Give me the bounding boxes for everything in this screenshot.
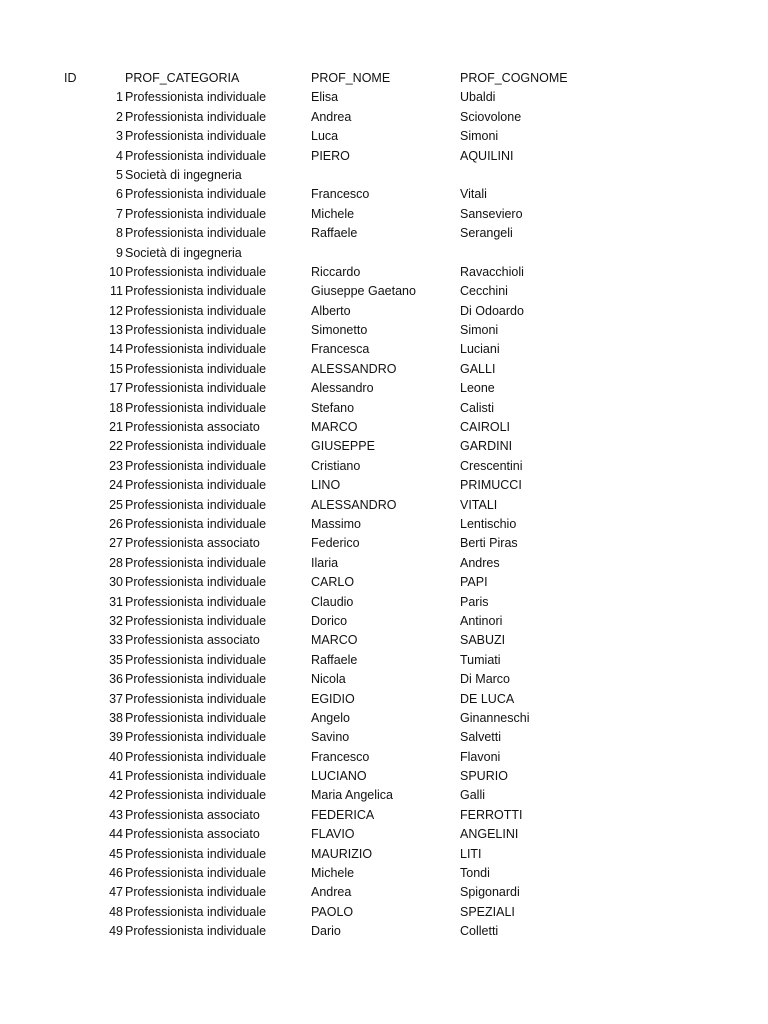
row-cognome: Berti Piras xyxy=(460,536,518,551)
row-categoria: Professionista individuale xyxy=(125,691,267,706)
row-cognome: FERROTTI xyxy=(460,807,523,822)
table-row xyxy=(0,379,768,398)
row-nome: Giuseppe Gaetano xyxy=(311,284,416,299)
row-cognome: Calisti xyxy=(460,400,495,415)
row-categoria: Professionista individuale xyxy=(125,90,267,105)
row-id: 31 xyxy=(109,594,123,609)
row-categoria: Professionista individuale xyxy=(125,361,267,376)
row-cognome: Crescentini xyxy=(460,458,523,473)
table-row xyxy=(0,864,768,883)
row-id: 26 xyxy=(109,516,123,531)
row-id: 17 xyxy=(109,381,123,396)
row-categoria: Professionista individuale xyxy=(125,769,267,784)
row-cognome: PRIMUCCI xyxy=(460,478,522,493)
header-id: ID xyxy=(64,71,77,85)
row-nome: Ilaria xyxy=(311,555,339,570)
row-cognome: Tondi xyxy=(460,866,490,881)
row-cognome: Ravacchioli xyxy=(460,264,524,279)
row-categoria: Professionista individuale xyxy=(125,904,267,919)
row-categoria: Società di ingegneria xyxy=(125,245,242,260)
row-cognome: Andres xyxy=(460,555,500,570)
row-id: 5 xyxy=(116,167,123,182)
table-row xyxy=(0,690,768,709)
table-row xyxy=(0,806,768,825)
row-id: 8 xyxy=(116,226,123,241)
row-cognome: SPURIO xyxy=(460,769,508,784)
row-cognome: Salvetti xyxy=(460,730,501,745)
row-nome: Alessandro xyxy=(311,381,374,396)
table-row xyxy=(0,593,768,612)
row-nome: PIERO xyxy=(311,148,350,163)
table-row xyxy=(0,88,768,107)
table-row xyxy=(0,883,768,902)
table-row xyxy=(0,709,768,728)
row-id: 46 xyxy=(109,866,123,881)
table-row xyxy=(0,631,768,650)
table-row xyxy=(0,554,768,573)
row-nome: ALESSANDRO xyxy=(311,497,397,512)
row-id: 33 xyxy=(109,633,123,648)
table-row xyxy=(0,515,768,534)
row-categoria: Professionista individuale xyxy=(125,652,267,667)
table-row xyxy=(0,418,768,437)
row-nome: Simonetto xyxy=(311,323,368,338)
row-id: 28 xyxy=(109,555,123,570)
row-nome: ALESSANDRO xyxy=(311,361,397,376)
row-categoria: Professionista individuale xyxy=(125,148,267,163)
row-cognome: Di Marco xyxy=(460,672,511,687)
row-id: 44 xyxy=(109,827,123,842)
row-cognome: Lentischio xyxy=(460,516,517,531)
professionals-table xyxy=(0,69,768,942)
row-nome: CARLO xyxy=(311,575,355,590)
table-body xyxy=(0,88,768,941)
row-id: 48 xyxy=(109,904,123,919)
header-cognome: PROF_COGNOME xyxy=(460,71,568,85)
row-cognome: Antinori xyxy=(460,613,503,628)
row-id: 42 xyxy=(109,788,123,803)
row-id: 14 xyxy=(109,342,123,357)
row-categoria: Professionista individuale xyxy=(125,710,267,725)
row-nome: Francesca xyxy=(311,342,370,357)
row-cognome: Vitali xyxy=(460,187,487,202)
row-id: 32 xyxy=(109,613,123,628)
table-row xyxy=(0,728,768,747)
table-row xyxy=(0,127,768,146)
row-nome: GIUSEPPE xyxy=(311,439,375,454)
row-cognome: GARDINI xyxy=(460,439,513,454)
header-nome: PROF_NOME xyxy=(311,71,391,85)
row-categoria: Professionista individuale xyxy=(125,555,267,570)
row-cognome: Ginanneschi xyxy=(460,710,530,725)
row-nome: Stefano xyxy=(311,400,355,415)
row-nome: Maria Angelica xyxy=(311,788,393,803)
row-nome: Francesco xyxy=(311,749,370,764)
row-cognome: Galli xyxy=(460,788,486,803)
row-categoria: Professionista individuale xyxy=(125,303,267,318)
row-id: 41 xyxy=(109,769,123,784)
row-id: 11 xyxy=(110,284,123,299)
row-cognome: Di Odoardo xyxy=(460,303,524,318)
row-id: 15 xyxy=(109,361,123,376)
row-categoria: Professionista individuale xyxy=(125,109,267,124)
row-id: 22 xyxy=(109,439,123,454)
row-id: 47 xyxy=(109,885,123,900)
row-nome: Elisa xyxy=(311,90,339,105)
row-categoria: Professionista individuale xyxy=(125,342,267,357)
row-cognome: ANGELINI xyxy=(460,827,519,842)
row-cognome: CAIROLI xyxy=(460,420,511,435)
row-cognome: AQUILINI xyxy=(460,148,514,163)
table-row xyxy=(0,399,768,418)
row-categoria: Professionista individuale xyxy=(125,613,267,628)
row-id: 43 xyxy=(109,807,123,822)
row-categoria: Professionista individuale xyxy=(125,187,267,202)
row-categoria: Professionista individuale xyxy=(125,885,267,900)
table-row xyxy=(0,340,768,359)
row-cognome: Spigonardi xyxy=(460,885,520,900)
row-nome: FEDERICA xyxy=(311,807,375,822)
row-id: 9 xyxy=(116,245,123,260)
row-cognome: Serangeli xyxy=(460,226,513,241)
row-categoria: Professionista individuale xyxy=(125,478,267,493)
row-categoria: Professionista associato xyxy=(125,827,260,842)
table-row xyxy=(0,534,768,553)
row-cognome: Simoni xyxy=(460,323,499,338)
table-row xyxy=(0,360,768,379)
row-nome: Federico xyxy=(311,536,360,551)
row-id: 13 xyxy=(109,323,123,338)
table-row xyxy=(0,224,768,243)
row-cognome: Tumiati xyxy=(460,652,501,667)
row-nome: Dorico xyxy=(311,613,348,628)
table-row xyxy=(0,282,768,301)
row-cognome: Flavoni xyxy=(460,749,501,764)
row-categoria: Professionista individuale xyxy=(125,866,267,881)
row-cognome: Sciovolone xyxy=(460,109,522,124)
table-row xyxy=(0,166,768,185)
row-id: 6 xyxy=(116,187,123,202)
row-categoria: Professionista individuale xyxy=(125,206,267,221)
row-cognome: Luciani xyxy=(460,342,500,357)
row-categoria: Professionista individuale xyxy=(125,264,267,279)
row-cognome: GALLI xyxy=(460,361,496,376)
row-cognome: Simoni xyxy=(460,129,499,144)
row-cognome: Cecchini xyxy=(460,284,508,299)
row-categoria: Professionista individuale xyxy=(125,323,267,338)
row-id: 4 xyxy=(116,148,123,163)
table-row xyxy=(0,612,768,631)
row-categoria: Professionista individuale xyxy=(125,458,267,473)
row-cognome: Ubaldi xyxy=(460,90,496,105)
row-nome: Andrea xyxy=(311,109,352,124)
row-cognome: Leone xyxy=(460,381,495,396)
row-nome: Raffaele xyxy=(311,226,358,241)
row-id: 45 xyxy=(109,846,123,861)
row-id: 21 xyxy=(109,420,123,435)
row-nome: MARCO xyxy=(311,420,358,435)
table-row xyxy=(0,321,768,340)
row-categoria: Società di ingegneria xyxy=(125,167,242,182)
row-id: 1 xyxy=(116,90,123,105)
row-nome: MARCO xyxy=(311,633,358,648)
row-categoria: Professionista individuale xyxy=(125,381,267,396)
row-nome: Francesco xyxy=(311,187,370,202)
header-categoria: PROF_CATEGORIA xyxy=(125,71,240,85)
row-categoria: Professionista individuale xyxy=(125,730,267,745)
row-id: 49 xyxy=(109,924,123,939)
row-id: 7 xyxy=(116,206,123,221)
row-id: 23 xyxy=(109,458,123,473)
table-row xyxy=(0,457,768,476)
table-row xyxy=(0,903,768,922)
table-row xyxy=(0,302,768,321)
table-row xyxy=(0,437,768,456)
row-id: 30 xyxy=(109,575,123,590)
row-categoria: Professionista individuale xyxy=(125,749,267,764)
row-nome: Andrea xyxy=(311,885,352,900)
row-nome: MAURIZIO xyxy=(311,846,373,861)
row-id: 37 xyxy=(109,691,123,706)
row-nome: EGIDIO xyxy=(311,691,355,706)
row-categoria: Professionista individuale xyxy=(125,575,267,590)
row-categoria: Professionista associato xyxy=(125,420,260,435)
table-row xyxy=(0,244,768,263)
table-row xyxy=(0,670,768,689)
row-id: 38 xyxy=(109,710,123,725)
table-row xyxy=(0,786,768,805)
row-id: 24 xyxy=(109,478,123,493)
table-row xyxy=(0,748,768,767)
row-id: 12 xyxy=(109,303,123,318)
row-id: 35 xyxy=(109,652,123,667)
row-cognome: PAPI xyxy=(460,575,488,590)
row-id: 39 xyxy=(109,730,123,745)
row-categoria: Professionista individuale xyxy=(125,439,267,454)
row-categoria: Professionista individuale xyxy=(125,516,267,531)
row-cognome: SPEZIALI xyxy=(460,904,515,919)
row-categoria: Professionista associato xyxy=(125,536,260,551)
row-nome: Claudio xyxy=(311,594,354,609)
row-nome: LINO xyxy=(311,478,341,493)
row-nome: Luca xyxy=(311,129,339,144)
row-id: 40 xyxy=(109,749,123,764)
table-row xyxy=(0,845,768,864)
row-categoria: Professionista associato xyxy=(125,807,260,822)
row-id: 36 xyxy=(109,672,123,687)
row-cognome: SABUZI xyxy=(460,633,506,648)
row-cognome: Sanseviero xyxy=(460,206,523,221)
table-row xyxy=(0,922,768,941)
row-nome: Michele xyxy=(311,866,355,881)
table-row xyxy=(0,476,768,495)
row-id: 18 xyxy=(109,400,123,415)
row-categoria: Professionista individuale xyxy=(125,924,267,939)
row-id: 25 xyxy=(109,497,123,512)
table-row xyxy=(0,205,768,224)
table-row xyxy=(0,573,768,592)
table-row xyxy=(0,263,768,282)
table-row xyxy=(0,108,768,127)
table-row xyxy=(0,651,768,670)
row-nome: Michele xyxy=(311,206,355,221)
row-nome: FLAVIO xyxy=(311,827,355,842)
row-nome: PAOLO xyxy=(311,904,354,919)
row-cognome: LITI xyxy=(460,846,482,861)
row-nome: Savino xyxy=(311,730,350,745)
row-cognome: Colletti xyxy=(460,924,499,939)
row-nome: Alberto xyxy=(311,303,351,318)
row-id: 3 xyxy=(116,129,123,144)
row-cognome: Paris xyxy=(460,594,489,609)
row-cognome: VITALI xyxy=(460,497,498,512)
row-categoria: Professionista individuale xyxy=(125,497,267,512)
table-row xyxy=(0,147,768,166)
table-row xyxy=(0,496,768,515)
row-categoria: Professionista individuale xyxy=(125,594,267,609)
row-id: 2 xyxy=(116,109,123,124)
table-row xyxy=(0,825,768,844)
row-categoria: Professionista individuale xyxy=(125,846,267,861)
row-nome: Nicola xyxy=(311,672,346,687)
row-categoria: Professionista associato xyxy=(125,633,260,648)
row-nome: LUCIANO xyxy=(311,769,367,784)
row-nome: Angelo xyxy=(311,710,350,725)
row-cognome: DE LUCA xyxy=(460,691,515,706)
row-id: 27 xyxy=(109,536,123,551)
row-categoria: Professionista individuale xyxy=(125,284,267,299)
row-id: 10 xyxy=(109,264,123,279)
row-nome: Cristiano xyxy=(311,458,361,473)
row-categoria: Professionista individuale xyxy=(125,400,267,415)
table-row xyxy=(0,185,768,204)
row-nome: Dario xyxy=(311,924,341,939)
row-nome: Massimo xyxy=(311,516,362,531)
row-categoria: Professionista individuale xyxy=(125,672,267,687)
row-categoria: Professionista individuale xyxy=(125,129,267,144)
row-nome: Raffaele xyxy=(311,652,358,667)
row-categoria: Professionista individuale xyxy=(125,788,267,803)
header-row xyxy=(0,69,768,88)
row-categoria: Professionista individuale xyxy=(125,226,267,241)
row-nome: Riccardo xyxy=(311,264,361,279)
table-row xyxy=(0,767,768,786)
